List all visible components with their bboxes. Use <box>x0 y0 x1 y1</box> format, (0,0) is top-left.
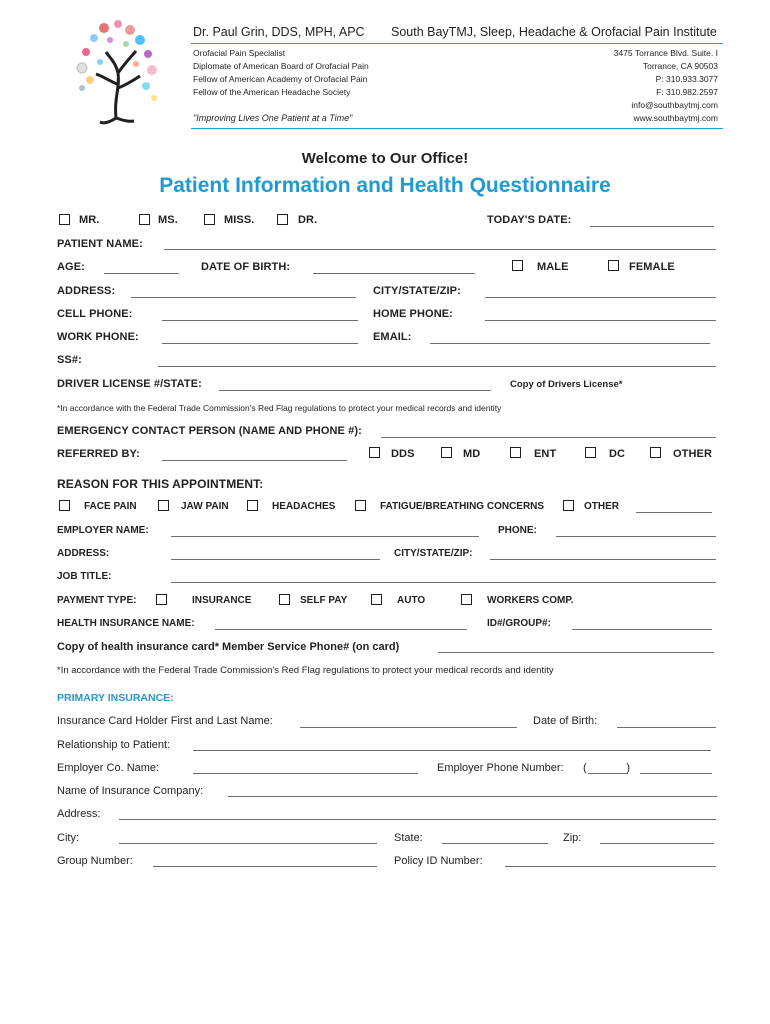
reason-other-label: OTHER <box>584 501 619 512</box>
card-holder-label: Insurance Card Holder First and Last Name: <box>57 715 273 727</box>
payment-workers-comp-label: WORKERS COMP. <box>487 595 574 606</box>
insurance-company-field[interactable] <box>228 796 717 797</box>
employer-phone-number-field[interactable] <box>640 773 712 774</box>
patient-name-field[interactable] <box>164 249 716 250</box>
employer-co-field[interactable] <box>193 773 418 774</box>
reason-jaw-pain-label: JAW PAIN <box>181 501 229 512</box>
miss-label: MISS. <box>224 214 255 226</box>
payment-self-pay-checkbox[interactable] <box>279 594 290 605</box>
todays-date-label: TODAY'S DATE: <box>487 214 572 226</box>
holder-dob-label: Date of Birth: <box>533 715 598 727</box>
reason-headaches-label: HEADACHES <box>272 501 336 512</box>
cell-phone-label: CELL PHONE: <box>57 308 133 320</box>
reason-heading: REASON FOR THIS APPOINTMENT: <box>57 477 264 491</box>
emergency-contact-field[interactable] <box>381 437 716 438</box>
city-state-zip-label: CITY/STATE/ZIP: <box>373 285 461 297</box>
referral-other-label: OTHER <box>673 448 712 460</box>
patient-name-label: PATIENT NAME: <box>57 238 143 250</box>
female-label: FEMALE <box>629 261 675 273</box>
job-title-label: JOB TITLE: <box>57 571 112 582</box>
reason-other-field[interactable] <box>636 512 712 513</box>
policy-id-field[interactable] <box>505 866 716 867</box>
referral-other-checkbox[interactable] <box>650 447 661 458</box>
insurance-company-label: Name of Insurance Company: <box>57 785 204 797</box>
insurance-city-field[interactable] <box>119 843 377 844</box>
reason-headaches-checkbox[interactable] <box>247 500 258 511</box>
driver-license-label: DRIVER LICENSE #/STATE: <box>57 378 202 390</box>
referred-by-field[interactable] <box>162 460 347 461</box>
institute-name: South BayTMJ, Sleep, Headache & Orofacial Pain Institute <box>391 25 717 39</box>
employer-phone-field[interactable] <box>556 536 716 537</box>
header-rule-bottom <box>191 128 723 129</box>
employer-address-label: ADDRESS: <box>57 548 110 559</box>
health-insurance-name-field[interactable] <box>215 629 467 630</box>
employer-phone-label: PHONE: <box>498 525 537 536</box>
red-flag-note: *In accordance with the Federal Trade Commission's Red Flag regulations to protect your medical records and identity <box>57 403 502 413</box>
referral-md-label: MD <box>463 448 481 460</box>
payment-workers-comp-checkbox[interactable] <box>461 594 472 605</box>
job-title-field[interactable] <box>171 582 716 583</box>
insurance-city-label: City: <box>57 832 79 844</box>
health-insurance-name-label: HEALTH INSURANCE NAME: <box>57 618 195 629</box>
relationship-label: Relationship to Patient: <box>57 739 171 751</box>
page-title: Patient Information and Health Questionnaire <box>159 174 611 197</box>
id-group-label: ID#/GROUP#: <box>487 618 551 629</box>
motto: "Improving Lives One Patient at a Time" <box>193 113 353 123</box>
miss-checkbox[interactable] <box>204 214 215 225</box>
insurance-state-field[interactable] <box>442 843 548 844</box>
reason-face-pain-label: FACE PAIN <box>84 501 137 512</box>
referral-ent-checkbox[interactable] <box>510 447 521 458</box>
work-phone-field[interactable] <box>162 343 358 344</box>
work-phone-label: WORK PHONE: <box>57 331 139 343</box>
payment-type-label: PAYMENT TYPE: <box>57 595 137 606</box>
reason-other-checkbox[interactable] <box>563 500 574 511</box>
age-field[interactable] <box>104 273 179 274</box>
address-label: ADDRESS: <box>57 285 116 297</box>
address-line2: Torrance, CA 90503 <box>642 61 718 71</box>
home-phone-field[interactable] <box>485 320 716 321</box>
header-rule <box>191 43 723 44</box>
member-service-phone-field[interactable] <box>438 652 714 653</box>
referral-ent-label: ENT <box>534 448 557 460</box>
ss-label: SS#: <box>57 354 82 366</box>
address-line1: 3475 Torrance Blvd. Suite. I <box>613 48 718 58</box>
insurance-address-label: Address: <box>57 808 101 820</box>
referral-md-checkbox[interactable] <box>441 447 452 458</box>
cell-phone-field[interactable] <box>162 320 358 321</box>
payment-insurance-label: INSURANCE <box>192 595 252 606</box>
driver-license-field[interactable] <box>219 390 491 391</box>
reason-face-pain-checkbox[interactable] <box>59 500 70 511</box>
referral-dds-label: DDS <box>391 448 415 460</box>
email-field[interactable] <box>430 343 710 344</box>
employer-co-label: Employer Co. Name: <box>57 762 160 774</box>
mr-label: MR. <box>79 214 100 226</box>
dr-checkbox[interactable] <box>277 214 288 225</box>
ss-field[interactable] <box>158 366 716 367</box>
credential: Orofacial Pain Specialist <box>193 48 286 58</box>
insurance-zip-field[interactable] <box>600 843 714 844</box>
red-flag-note-2: *In accordance with the Federal Trade Commission's Red Flag regulations to protect your medical records and identity <box>57 665 554 676</box>
dob-field[interactable] <box>313 273 475 274</box>
card-holder-field[interactable] <box>300 727 517 728</box>
todays-date-field[interactable] <box>590 226 714 227</box>
referral-dds-checkbox[interactable] <box>369 447 380 458</box>
emergency-contact-label: EMERGENCY CONTACT PERSON (NAME AND PHONE #): <box>57 425 362 437</box>
male-checkbox[interactable] <box>512 260 523 271</box>
email-label: EMAIL: <box>373 331 412 343</box>
welcome-heading: Welcome to Our Office! <box>301 150 469 167</box>
id-group-field[interactable] <box>572 629 712 630</box>
group-number-field[interactable] <box>153 866 377 867</box>
employer-phone-number-label: Employer Phone Number: <box>437 762 564 774</box>
employer-city-field[interactable] <box>490 559 716 560</box>
office-website: www.southbaytmj.com <box>633 113 718 123</box>
employer-name-field[interactable] <box>171 536 479 537</box>
relationship-field[interactable] <box>193 750 711 751</box>
copy-license-note: Copy of Drivers License* <box>510 379 623 390</box>
ms-checkbox[interactable] <box>139 214 150 225</box>
insurance-zip-label: Zip: <box>563 832 582 844</box>
holder-dob-field[interactable] <box>617 727 716 728</box>
city-state-zip-field[interactable] <box>485 297 716 298</box>
credential: Fellow of American Academy of Orofacial Pain <box>193 74 368 84</box>
office-email: info@southbaytmj.com <box>631 100 718 110</box>
insurance-address-field[interactable] <box>119 819 716 820</box>
area-code-field[interactable] <box>588 773 628 774</box>
address-field[interactable] <box>131 297 356 298</box>
mr-checkbox[interactable] <box>59 214 70 225</box>
copy-insurance-card-label: Copy of health insurance card* Member Service Phone# (on card) <box>57 641 400 653</box>
referral-dc-checkbox[interactable] <box>585 447 596 458</box>
doctor-name: Dr. Paul Grin, DDS, MPH, APC <box>193 25 365 39</box>
area-code-parens: ( ) <box>583 762 631 774</box>
male-label: MALE <box>537 261 569 273</box>
payment-self-pay-label: SELF PAY <box>300 595 348 606</box>
office-phone: P: 310.933.3077 <box>655 74 718 84</box>
policy-id-label: Policy ID Number: <box>394 855 483 867</box>
primary-insurance-heading: PRIMARY INSURANCE: <box>57 692 174 704</box>
tree-logo-icon <box>70 18 160 128</box>
employer-city-label: CITY/STATE/ZIP: <box>394 548 473 559</box>
referred-by-label: REFERRED BY: <box>57 448 140 460</box>
female-checkbox[interactable] <box>608 260 619 271</box>
home-phone-label: HOME PHONE: <box>373 308 453 320</box>
reason-fatigue-checkbox[interactable] <box>355 500 366 511</box>
insurance-state-label: State: <box>394 832 423 844</box>
employer-address-field[interactable] <box>171 559 380 560</box>
office-fax: F: 310.982.2597 <box>656 87 718 97</box>
credential: Diplomate of American Board of Orofacial Pain <box>193 61 369 71</box>
payment-auto-label: AUTO <box>397 595 426 606</box>
group-number-label: Group Number: <box>57 855 133 867</box>
referral-dc-label: DC <box>609 448 626 460</box>
credential: Fellow of the American Headache Society <box>193 87 351 97</box>
ms-label: MS. <box>158 214 178 226</box>
dob-label: DATE OF BIRTH: <box>201 261 291 273</box>
age-label: AGE: <box>57 261 85 273</box>
dr-label: DR. <box>298 214 318 226</box>
payment-auto-checkbox[interactable] <box>371 594 382 605</box>
employer-name-label: EMPLOYER NAME: <box>57 525 149 536</box>
payment-insurance-checkbox[interactable] <box>156 594 167 605</box>
reason-fatigue-label: FATIGUE/BREATHING CONCERNS <box>380 501 545 512</box>
reason-jaw-pain-checkbox[interactable] <box>158 500 169 511</box>
